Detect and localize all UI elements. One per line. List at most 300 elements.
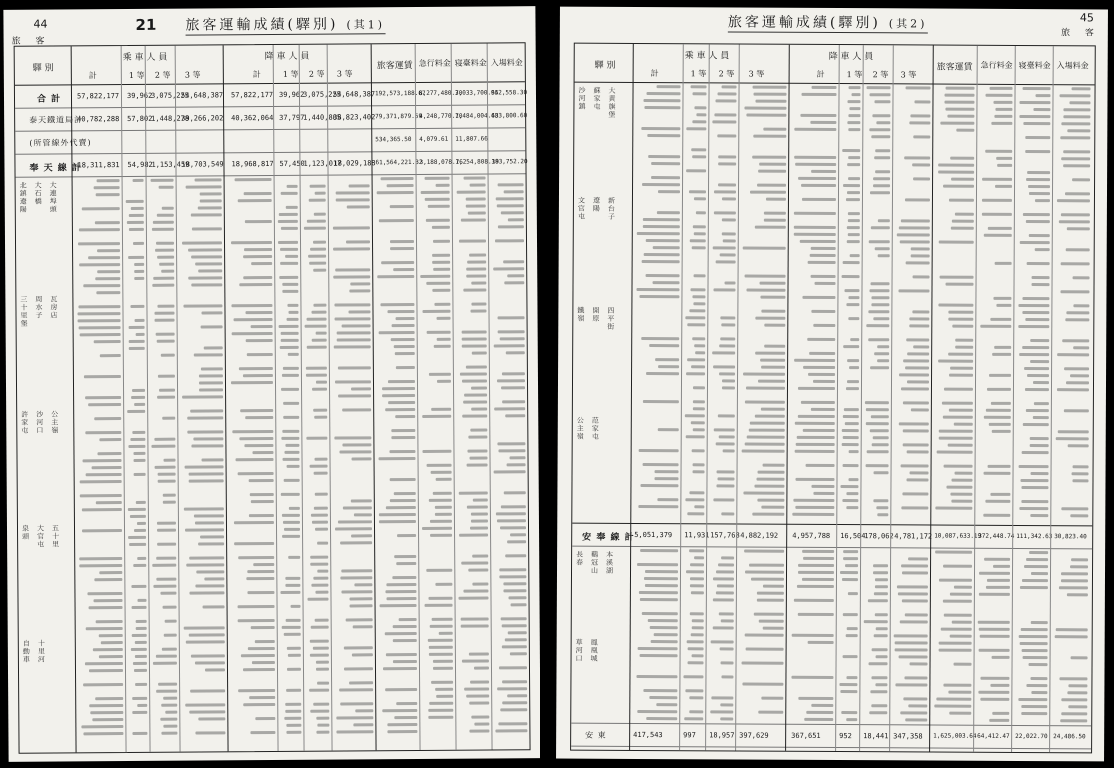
table-cell-text <box>850 254 860 257</box>
table-cell-text <box>198 542 224 545</box>
table-cell-text <box>801 401 835 404</box>
table-cell-text <box>997 164 1012 167</box>
table-cell-text <box>979 649 1010 652</box>
table-cell-text <box>944 388 973 391</box>
cell: 61,564,221.32 <box>375 158 423 167</box>
cell: 3,033,700.65 <box>454 89 499 97</box>
station-group-label: 三十里堡 <box>20 296 28 329</box>
table-cell-text <box>463 400 487 403</box>
table-cell-text <box>1021 705 1047 708</box>
table-cell-text <box>869 240 890 243</box>
table-cell-text <box>1072 178 1090 181</box>
table-cell-text <box>335 268 370 271</box>
table-cell-text <box>469 254 486 257</box>
table-cell-text <box>502 372 525 375</box>
table-cell-text <box>335 527 372 530</box>
table-cell-text <box>495 239 524 242</box>
table-cell-text <box>1061 572 1088 575</box>
table-cell-text <box>642 183 680 186</box>
table-cell-text <box>394 555 416 558</box>
table-cell-text <box>956 129 974 132</box>
table-cell-text <box>1061 262 1090 265</box>
table-cell-text <box>693 407 705 410</box>
table-cell-text <box>316 717 329 720</box>
table-cell-text <box>875 170 890 173</box>
sleeper-fare-header: 寝臺料金 <box>454 58 487 68</box>
table-cell-text <box>1027 171 1050 174</box>
table-cell-text <box>132 606 147 609</box>
cell: 30,823.40 <box>1054 533 1087 541</box>
table-cell-text <box>1060 136 1090 139</box>
table-cell-text <box>164 459 176 462</box>
table-cell-text <box>901 464 929 467</box>
station-group-label: 長春 <box>576 550 584 567</box>
table-cell-text <box>93 648 123 651</box>
table-cell-text <box>983 514 1010 517</box>
table-cell-text <box>648 155 680 158</box>
table-cell-text <box>1030 677 1047 680</box>
table-cell-text <box>980 698 1009 701</box>
table-cell-text <box>955 346 973 349</box>
table-cell-text <box>1027 374 1049 377</box>
table-cell-text <box>189 591 224 594</box>
table-cell-text <box>694 106 706 109</box>
table-cell-text <box>744 107 786 110</box>
table-cell-text <box>743 247 786 250</box>
table-cell-text <box>843 557 858 560</box>
table-cell-text <box>713 246 736 249</box>
table-cell-text <box>800 240 836 243</box>
table-cell-text <box>646 717 677 720</box>
table-cell-text <box>905 613 928 616</box>
table-cell-text <box>654 477 678 480</box>
table-cell-text <box>658 190 680 193</box>
table-cell-text <box>713 365 735 368</box>
table-cell-text <box>499 568 526 571</box>
table-cell-text <box>754 613 784 616</box>
table-cell-text <box>474 722 489 725</box>
table-cell-text <box>764 324 785 327</box>
table-cell-text <box>1021 486 1048 489</box>
table-cell-text <box>690 239 706 242</box>
table-cell-text <box>694 344 705 347</box>
table-cell-text <box>840 571 858 574</box>
table-cell-text <box>469 729 489 732</box>
right-page <box>556 7 1108 762</box>
table-cell-text <box>159 263 174 266</box>
table-cell-text <box>425 177 450 180</box>
station-group-label: 范家屯 <box>591 416 599 441</box>
cell: 5,051,379 <box>634 530 673 540</box>
table-cell-text <box>746 648 784 651</box>
table-cell-text <box>238 689 275 692</box>
table-cell-text <box>1030 360 1049 363</box>
table-cell-text <box>284 479 300 482</box>
table-cell-text <box>716 570 734 573</box>
table-cell-text <box>907 450 929 453</box>
table-cell-text <box>991 402 1011 405</box>
table-cell-text <box>201 367 223 370</box>
table-cell-text <box>952 220 974 223</box>
station-group-label: 五十里 <box>51 524 60 549</box>
table-cell-text <box>157 340 175 343</box>
table-cell-text <box>342 408 371 411</box>
table-cell-text <box>315 493 328 496</box>
cell: 18,957 <box>709 731 735 740</box>
table-cell-text <box>163 697 177 700</box>
table-cell-text <box>1073 304 1089 307</box>
table-cell-text <box>347 205 370 208</box>
table-cell-text <box>866 464 889 467</box>
station-group-label: 蘇家屯 <box>593 86 601 111</box>
table-cell-text <box>640 549 678 552</box>
cell: 1,448,278 <box>151 114 190 123</box>
table-cell-text <box>846 676 857 679</box>
table-cell-text <box>690 584 704 587</box>
row-label: 奉 天 線 計 <box>29 163 82 174</box>
table-cell-text <box>986 94 1013 97</box>
table-cell-text <box>508 218 524 221</box>
table-cell-text <box>157 256 174 259</box>
express-fare-header: 急行料金 <box>980 60 1013 70</box>
table-cell-text <box>437 380 451 383</box>
table-cell-text <box>82 207 120 210</box>
table-cell-text <box>82 508 122 511</box>
table-cell-text <box>202 458 224 461</box>
table-cell-text <box>504 190 524 193</box>
table-cell-text <box>155 466 176 469</box>
table-cell-text <box>199 388 223 391</box>
table-cell-text <box>907 380 929 383</box>
table-cell-text <box>343 506 372 509</box>
table-cell-text <box>1026 220 1050 223</box>
sub-col-1st: 1 等 <box>128 70 145 80</box>
table-cell-text <box>393 639 417 642</box>
table-cell-text <box>282 535 300 538</box>
table-cell-text <box>185 703 225 706</box>
table-cell-text <box>282 374 299 377</box>
table-cell-text <box>694 232 706 235</box>
table-cell-text <box>426 569 452 572</box>
table-cell-text <box>432 618 453 621</box>
table-cell-text <box>137 599 146 602</box>
cell: 10,087,633.19 <box>934 532 982 540</box>
cell: 40,782,288 <box>77 115 120 124</box>
table-cell-text <box>95 277 120 280</box>
table-cell-text <box>474 666 489 669</box>
table-cell-text <box>755 100 786 103</box>
table-cell-text <box>283 521 300 524</box>
table-cell-text <box>338 366 371 369</box>
table-cell-text <box>1022 297 1049 300</box>
table-cell-text <box>989 719 1009 722</box>
table-cell-text <box>188 248 222 251</box>
table-cell-text <box>350 282 370 285</box>
table-cell-text <box>866 408 889 411</box>
cell: 372,448.74 <box>978 532 1015 540</box>
table-cell-text <box>941 628 972 631</box>
table-cell-text <box>901 506 928 509</box>
table-cell-text <box>910 471 929 474</box>
table-cell-text <box>871 704 887 707</box>
table-cell-text <box>637 710 677 713</box>
table-cell-text <box>847 359 859 362</box>
table-cell-text <box>134 263 144 266</box>
cell: 3,075,225 <box>150 91 189 100</box>
table-cell-text <box>1068 684 1087 687</box>
table-cell-text <box>802 578 834 581</box>
table-cell-text <box>692 619 704 622</box>
table-cell-text <box>848 296 859 299</box>
table-cell-text <box>743 373 785 376</box>
table-cell-text <box>496 197 524 200</box>
table-cell-text <box>874 100 890 103</box>
table-cell-text <box>1032 276 1050 279</box>
table-cell-text <box>874 592 888 595</box>
table-cell-text <box>89 606 123 609</box>
table-cell-text <box>99 571 122 574</box>
table-cell-text <box>1022 346 1049 349</box>
table-cell-text <box>246 339 273 342</box>
table-cell-text <box>344 646 373 649</box>
table-cell-text <box>636 288 679 291</box>
table-cell-text <box>507 694 527 697</box>
table-cell-text <box>902 599 928 602</box>
table-cell-text <box>351 534 372 537</box>
table-cell-text <box>96 620 123 623</box>
table-cell-text <box>798 613 834 616</box>
table-cell-text <box>315 192 326 195</box>
table-cell-text <box>433 660 453 663</box>
table-cell-text <box>719 344 735 347</box>
table-cell-text <box>195 661 225 664</box>
table-cell-text <box>467 463 488 466</box>
table-cell-text <box>843 613 858 616</box>
table-cell-text <box>645 570 678 573</box>
table-cell-text <box>758 471 785 474</box>
table-cell-text <box>985 500 1010 503</box>
table-cell-text <box>723 449 735 452</box>
table-cell-text <box>310 710 329 713</box>
table-cell-text <box>156 578 176 581</box>
table-cell-text <box>507 463 526 466</box>
table-cell-text <box>714 428 735 431</box>
table-cell-text <box>249 479 274 482</box>
station-rows-block <box>572 83 1094 527</box>
table-cell-text <box>720 647 734 650</box>
table-cell-text <box>79 326 121 329</box>
table-cell-text <box>745 401 785 404</box>
table-cell-text <box>459 491 488 494</box>
table-cell-text <box>1022 649 1048 652</box>
table-cell-text <box>253 563 274 566</box>
table-cell-text <box>696 113 706 116</box>
table-cell-text <box>281 332 299 335</box>
table-cell-text <box>341 590 372 593</box>
table-cell-text <box>1018 325 1049 328</box>
table-cell-text <box>435 688 453 691</box>
table-cell-text <box>951 227 974 230</box>
table-cell-text <box>386 597 416 600</box>
table-cell-text <box>136 620 147 623</box>
table-cell-text <box>231 241 272 244</box>
table-cell-text <box>501 617 527 620</box>
table-cell-text <box>794 226 836 229</box>
table-cell-text <box>849 366 859 369</box>
cell: 4,882,192 <box>740 531 779 540</box>
cell: 38,823,402 <box>333 113 376 122</box>
table-cell-text <box>798 697 833 700</box>
table-cell-text <box>810 254 836 257</box>
table-cell-text <box>848 592 858 595</box>
table-cell-text <box>338 520 372 523</box>
table-cell-text <box>349 681 373 684</box>
table-cell-text <box>947 115 974 118</box>
table-cell-text <box>315 591 328 594</box>
station-col-header: 驛 別 <box>594 60 616 71</box>
table-cell-text <box>84 375 121 378</box>
sub-col-2nd: 2 等 <box>718 69 735 79</box>
table-cell-text <box>382 387 415 390</box>
table-cell-text <box>687 512 704 515</box>
table-cell-text <box>685 498 704 501</box>
table-cell-text <box>282 290 298 293</box>
table-cell-text <box>428 639 453 642</box>
table-cell-text <box>909 317 929 320</box>
table-cell-text <box>464 687 489 690</box>
table-cell-text <box>157 214 174 217</box>
table-cell-text <box>314 472 328 475</box>
table-cell-text <box>1036 94 1051 97</box>
table-cell-text <box>713 288 735 291</box>
table-cell-text <box>132 711 147 714</box>
table-cell-text <box>842 499 858 502</box>
table-cell-text <box>1023 122 1050 125</box>
table-cell-text <box>716 484 734 487</box>
cell: 367,651 <box>791 731 821 740</box>
table-cell-text <box>910 662 928 665</box>
table-cell-text <box>867 86 891 89</box>
table-cell-text <box>336 716 373 719</box>
table-cell-text <box>946 87 975 90</box>
table-cell-text <box>1024 367 1049 370</box>
table-cell-text <box>459 240 486 243</box>
table-cell-text <box>942 402 973 405</box>
table-cell-text <box>1072 87 1091 90</box>
table-cell-text <box>693 386 705 389</box>
table-cell-text <box>189 472 224 475</box>
table-cell-text <box>313 304 326 307</box>
cell: 4,079.61 <box>419 135 449 143</box>
table-cell-text <box>238 556 274 559</box>
table-cell-text <box>759 620 784 623</box>
table-cell-text <box>911 408 929 411</box>
table-cell-text <box>132 431 145 434</box>
table-cell-text <box>464 393 487 396</box>
table-cell-text <box>461 624 489 627</box>
table-cell-text <box>1061 712 1087 715</box>
table-cell-text <box>848 233 860 236</box>
table-cell-text <box>643 225 680 228</box>
table-cell-text <box>847 226 860 229</box>
table-cell-text <box>463 289 486 292</box>
table-cell-text <box>495 729 527 732</box>
table-cell-text <box>395 352 415 355</box>
table-cell-text <box>468 568 488 571</box>
table-cell-text <box>286 731 301 734</box>
table-cell-text <box>720 703 733 706</box>
table-cell-text <box>745 275 786 278</box>
table-cell-text <box>395 415 415 418</box>
table-cell-text <box>1035 199 1050 202</box>
table-cell-text <box>391 436 415 439</box>
table-cell-text <box>502 680 527 683</box>
table-cell-text <box>333 275 370 278</box>
cell: 39,962 <box>278 90 305 99</box>
table-cell-text <box>875 585 888 588</box>
table-cell-text <box>685 414 705 417</box>
table-cell-text <box>288 556 300 559</box>
table-cell-text <box>136 627 147 630</box>
station-group-label: 鳳凰城 <box>590 638 598 663</box>
table-cell-text <box>435 513 452 516</box>
table-cell-text <box>334 436 371 439</box>
table-cell-text <box>280 346 299 349</box>
table-cell-text <box>685 689 703 692</box>
table-cell-text <box>742 683 783 686</box>
sub-col-total-b: 計 <box>252 70 261 80</box>
station-group-label: 周水子 <box>35 295 43 321</box>
table-cell-text <box>813 324 835 327</box>
table-cell-text <box>847 191 860 194</box>
table-cell-text <box>895 641 928 644</box>
table-cell-text <box>1025 318 1049 321</box>
station-group-label: 新台子 <box>607 196 615 221</box>
table-cell-text <box>792 513 834 516</box>
table-cell-text <box>800 114 836 117</box>
table-cell-text <box>255 640 275 643</box>
table-cell-text <box>1067 593 1088 596</box>
table-cell-text <box>865 401 889 404</box>
table-cell-text <box>335 317 371 320</box>
table-cell-text <box>89 669 123 672</box>
table-cell-text <box>1030 437 1049 440</box>
station-group-label: 鐵嶺 <box>577 306 585 323</box>
table-cell-text <box>340 702 373 705</box>
table-cell-text <box>152 564 176 567</box>
table-cell-text <box>505 414 525 417</box>
table-cell-text <box>1061 213 1090 216</box>
left-data-table <box>14 42 531 754</box>
table-cell-text <box>288 353 299 356</box>
table-cell-text <box>1021 712 1047 715</box>
table-cell-text <box>78 319 121 322</box>
table-cell-text <box>943 565 972 568</box>
table-cell-text <box>935 551 972 554</box>
table-cell-text <box>232 430 273 433</box>
table-cell-text <box>938 171 974 174</box>
station-group-label: 開原 <box>592 306 600 323</box>
table-cell-text <box>466 275 486 278</box>
table-cell-text <box>352 457 372 460</box>
table-cell-text <box>950 593 972 596</box>
table-cell-text <box>504 491 526 494</box>
table-cell-text <box>641 337 679 340</box>
table-cell-text <box>717 470 735 473</box>
table-cell-text <box>194 514 224 517</box>
table-cell-text <box>430 625 453 628</box>
table-cell-text <box>349 289 370 292</box>
